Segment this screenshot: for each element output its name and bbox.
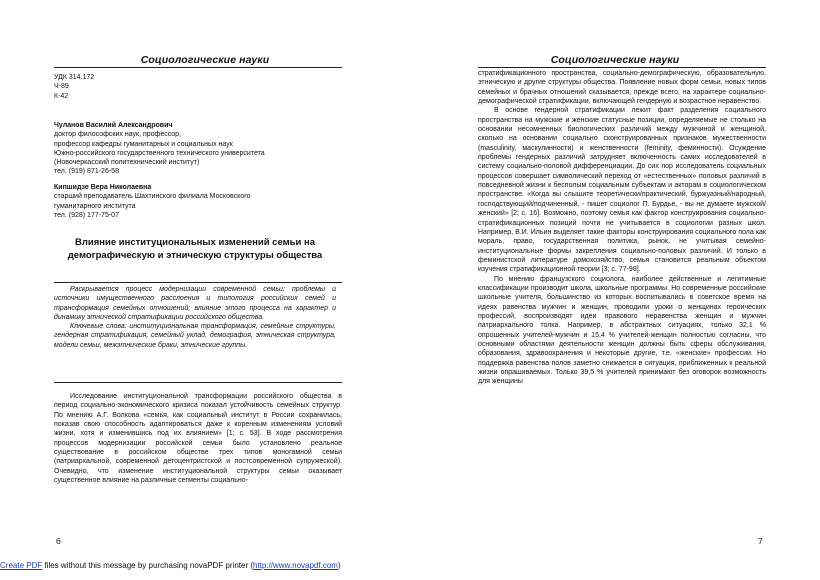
- udc-code: УДК 314.172: [54, 74, 95, 81]
- body-paragraph: По мнению французского социолога, наиболее действенные и легитимные классификации производит школа, школьные программы. Но современные российские школьные учителя, большинство из которых воспитывались в советское время на идеях равенства мужчин и женщин, проводили уроки о женщинах героических профессий, воспроизводят идеи правового неравенства женщин и мужчин патриархального толка. Например, в абстрактных ситуациях, только 32,1 % опрошенных учителей-мужчин и 15,4 % учителей-женщин полностью согласны, что основными областями деятельности женщин должны быть сферы обслуживания, образования, здравоохранения и некоторые другие, т.е. «женские» профессии. Но поддержка равенства полов заметно снижается в ситуация, приближенных к реальной жизни опрашиваемых. Только 39,5 % учителей принимают без оговорок возможность для женщины: [478, 275, 766, 386]
- author-affiliation-line: гуманитарного института: [54, 202, 136, 210]
- author-affiliation-line: (Новочеркасский политехнический институт): [54, 159, 200, 167]
- author-name: Чуланов Василий Александрович: [54, 122, 173, 129]
- right-body-text: [478, 69, 766, 387]
- footer-text: files without this message by purchasing novaPDF printer (: [42, 561, 253, 570]
- bbk-code: Ч-89: [54, 83, 69, 91]
- page-number: 7: [758, 536, 763, 546]
- author-block-2: [54, 183, 251, 220]
- header-rule: [478, 67, 766, 68]
- keywords-text: Ключевые слова: институциональная трансформация, семейные структуры, гендерная стратификация, семейный уклад, демография, этническая структура, модели семьи, межэтнические браки, этнические группы.: [54, 323, 336, 349]
- running-header: Социологические науки: [140, 54, 270, 66]
- footer-text-end: ): [337, 561, 341, 570]
- author-mark: К-42: [54, 92, 69, 100]
- running-header: Социологические науки: [550, 54, 680, 66]
- body-paragraph: Исследование институциональной трансформации российского общества в период социально-экономического кризиса показал устойчивость семейных структур. По мнению А.Г. Волкова «семья, как социальный институт в России сохранилась, показав свою способность адаптироваться даже к коренным изменениям условий жизни, хотя и изменившись под их влиянием» [1; с. 53]. В ходе рассмотрения процессов модернизации российской семьи было установлено реальное существование в российском обществе трех типов моногамной семьи (патриархальной, современной детоцентристской и постсовременной супружеской). Очевидно, что изменение институциональной структуры семьи оказывает существенное влияние на различные сегменты социально-: [54, 393, 342, 485]
- header-rule: [54, 67, 342, 68]
- author-affiliation-line: профессор кафедры гуманитарных и социальных наук: [54, 140, 233, 148]
- author-name: Кипшидзе Вера Николаевна: [54, 184, 152, 191]
- body-paragraph: стратификационного пространства, социально-демографическую, образовательную, этническую и другие структуры общества. Появление новых форм семьи, новых типов семейных и брачных отношений сказывается, прежде всего, на характере социально-демографической стратификации, включающей гендерную и возрастное неравенство.: [478, 70, 766, 106]
- left-body-text: [54, 392, 342, 485]
- create-pdf-link[interactable]: Create PDF: [0, 561, 43, 570]
- page-number: 6: [56, 536, 61, 546]
- novapdf-url-link[interactable]: http://www.novapdf.com: [253, 561, 338, 570]
- author-affiliation-line: доктор философских наук, профессор,: [54, 131, 182, 139]
- right-page: [410, 0, 820, 580]
- author-phone: тел. (919) 871-26-58: [54, 168, 119, 176]
- classification-codes: [54, 73, 94, 101]
- abstract-bottom-rule: [54, 382, 342, 383]
- abstract-top-rule: [54, 282, 342, 283]
- pdf-footer: [0, 561, 820, 570]
- author-affiliation-line: Южно-российского государственного технического университета: [54, 149, 265, 157]
- abstract-text: Раскрывается процесс модернизации современной семьи; проблемы и источники имущественного расслоения и типология российских семей и трансформация семейных отношений; влияние этого процесса на характер и динамику этнической стратификации российского общества.: [54, 286, 336, 321]
- author-phone: тел. (928) 177-75-07: [54, 211, 119, 219]
- author-affiliation-line: старший преподаватель Шахтинского филиала Московского: [54, 193, 251, 201]
- abstract-block: [54, 285, 336, 350]
- body-paragraph: В основе гендерной стратификации лежит факт разделения социального пространства на мужские и женские статусные позиции, определяемые не столько на основании несомненных биологических различий между мужчиной и женщиной, сколько на основании социально сконструированных признаков мужественности (masculinity, маскулинности) и женственности (feminity, феминности). Осуждение проблемы гендерных различий затрудняет включенность самих исследователей в систему социально-половой дифференциации. До сих пор исследователь социальных процессов совершает символический переход от «естественных» половых различий в повседневной жизни к бесполым социальным субъектам и акторам в социологическом пространстве. «Когда вы слышите теоретически/практический, буржуазный/народный, господствующий/подчиненный, - пишет социолог П. Бурдье, - вы не думаете мужской/женский» [2; с. 16]. Возможно, поэтому семья как фактор конструирования социально-стратификационных позиций почти не учитывается в социологии разных школ. Например, В.И. Ильин выделяет такие факторы конструирования социального пола как мораль, право, государственная политика, рынок, не учитывая семейно-институциональные формы закрепления социально-половых различий. И только в феминистской литературе домохозяйство, семья становится реальным объектом изучения стратификационной теории [3; с. 77-98].: [478, 107, 766, 274]
- author-block-1: [54, 121, 265, 177]
- article-title: Влияние институциональных изменений семьи на демографическую и этническую структуры общества: [67, 237, 323, 261]
